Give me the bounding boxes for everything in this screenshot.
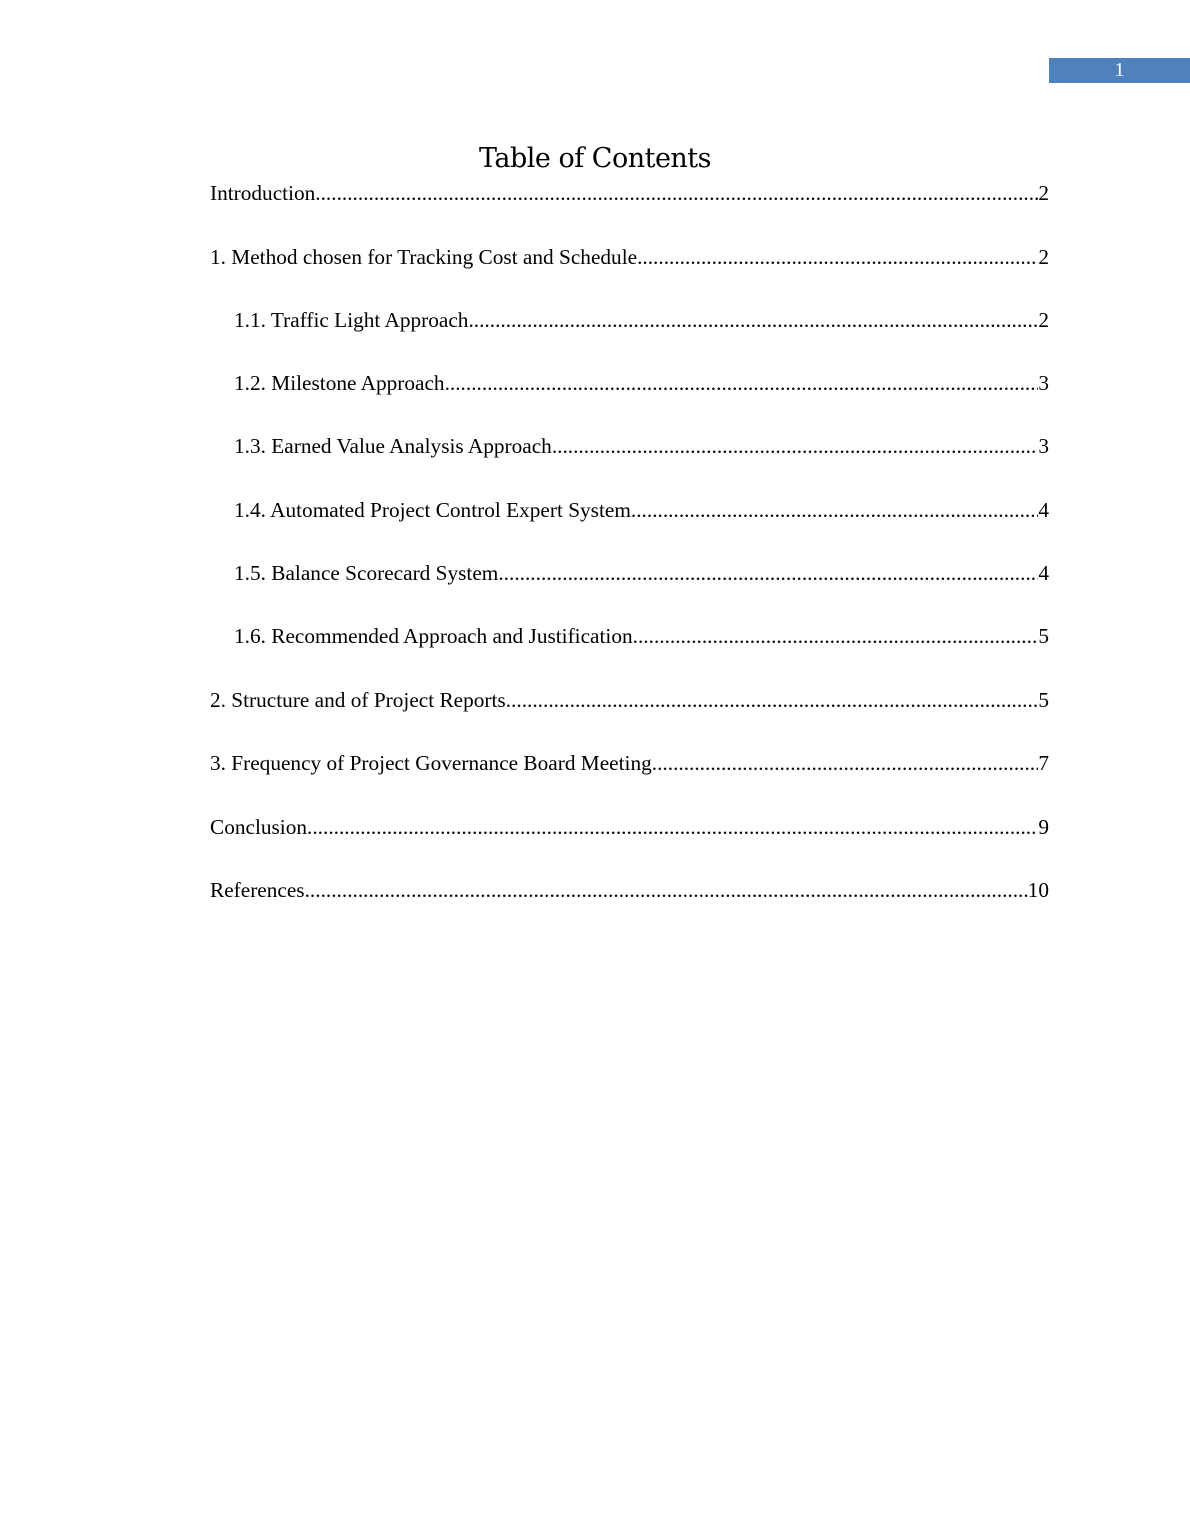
toc-leader-dots xyxy=(315,179,1038,207)
toc-leader-dots xyxy=(468,306,1038,334)
toc-entry-page: 4 xyxy=(1038,561,1049,585)
toc-leader-dots xyxy=(552,432,1039,460)
toc-entry-page: 7 xyxy=(1038,751,1049,775)
toc-entry-label: 1.4. Automated Project Control Expert System xyxy=(234,498,631,522)
toc-entry-frequency[interactable] xyxy=(210,749,1049,777)
toc-entry-label: 3. Frequency of Project Governance Board Meeting xyxy=(210,751,652,775)
toc-entry-method[interactable] xyxy=(210,243,1049,271)
toc-entry-page: 10 xyxy=(1027,878,1049,902)
toc-entry-traffic-light[interactable] xyxy=(234,306,1049,334)
toc-entry-page: 3 xyxy=(1038,371,1049,395)
toc-leader-dots xyxy=(652,749,1039,777)
toc-entry-conclusion[interactable] xyxy=(210,813,1049,841)
toc-entry-recommended[interactable] xyxy=(234,622,1049,650)
toc-entry-balance-scorecard[interactable] xyxy=(234,559,1049,587)
toc-entry-page: 3 xyxy=(1038,434,1049,458)
toc-entry-label: 1.5. Balance Scorecard System xyxy=(234,561,499,585)
toc-entry-milestone[interactable] xyxy=(234,369,1049,397)
toc-entry-earned-value[interactable] xyxy=(234,432,1049,460)
toc-entry-structure[interactable] xyxy=(210,686,1049,714)
toc-entry-page: 2 xyxy=(1038,181,1049,205)
toc-entry-page: 4 xyxy=(1038,498,1049,522)
toc-leader-dots xyxy=(637,243,1038,271)
toc-entry-page: 5 xyxy=(1038,688,1049,712)
toc-entry-introduction[interactable] xyxy=(210,179,1049,207)
toc-entry-page: 9 xyxy=(1038,815,1049,839)
toc-leader-dots xyxy=(305,876,1028,904)
toc-leader-dots xyxy=(631,496,1038,524)
toc-entry-automated-control[interactable] xyxy=(234,496,1049,524)
toc-leader-dots xyxy=(498,559,1038,587)
toc-leader-dots xyxy=(633,622,1039,650)
page-number: 1 xyxy=(1049,58,1190,83)
toc-leader-dots xyxy=(307,813,1038,841)
toc-entry-page: 2 xyxy=(1038,245,1049,269)
toc-entry-page: 5 xyxy=(1038,624,1049,648)
toc-entry-label: 1.1. Traffic Light Approach xyxy=(234,308,469,332)
toc-entry-label: 1.2. Milestone Approach xyxy=(234,371,445,395)
toc-entry-label: References xyxy=(210,878,305,902)
toc-leader-dots xyxy=(506,686,1039,714)
toc-entry-label: 1.3. Earned Value Analysis Approach xyxy=(234,434,552,458)
toc-leader-dots xyxy=(445,369,1039,397)
toc-entry-label: 2. Structure and of Project Reports xyxy=(210,688,506,712)
toc-title: Table of Contents xyxy=(478,143,712,174)
toc-entry-label: 1. Method chosen for Tracking Cost and Schedule xyxy=(210,245,638,269)
toc-entry-page: 2 xyxy=(1038,308,1049,332)
toc-entry-label: 1.6. Recommended Approach and Justification xyxy=(234,624,633,648)
toc-entry-references[interactable] xyxy=(210,876,1049,904)
toc-entry-label: Conclusion xyxy=(210,815,308,839)
toc-entry-label: Introduction xyxy=(210,181,316,205)
